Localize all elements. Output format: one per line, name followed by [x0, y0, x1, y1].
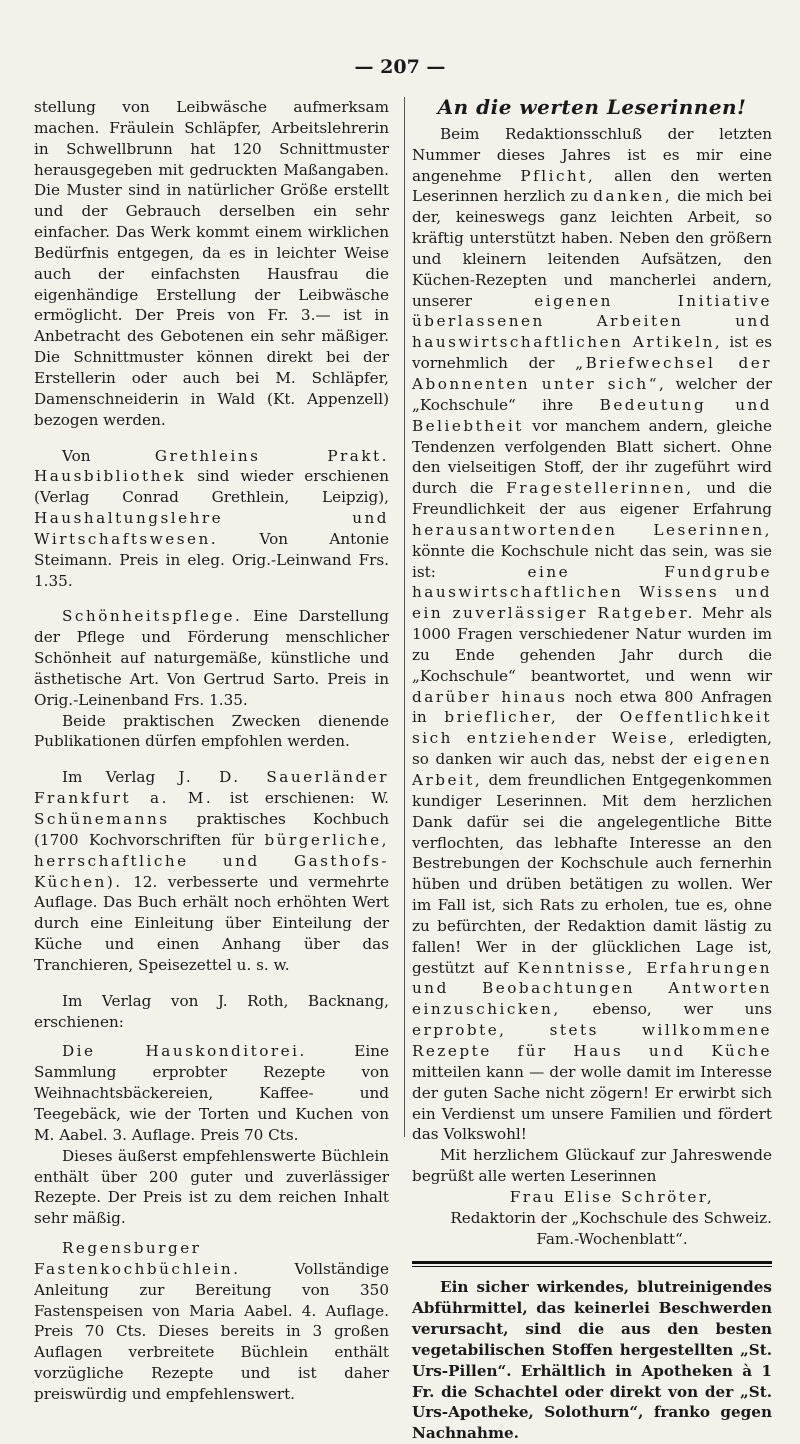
column-divider [404, 97, 405, 1137]
fastenkochbuechlein-title: Regensburger Fastenkochbüchlein. [34, 1239, 241, 1278]
schuenemann-name: Schünemanns [34, 810, 170, 828]
schoenheitspflege-paragraph: Schönheitspflege. Eine Darstellung der Pflege und Förderung menschlicher Schönheit auf naturgemäße, künstliche und ästhetische Art. Von Gertrud Sarto. Preis in Orig.-Leinenband Frs. 1.35. [34, 607, 389, 709]
signature-paper: Fam.-Wochenblatt“. [536, 1229, 688, 1248]
grethlein-paragraph: Von Grethleins Prakt. Hausbibliothek sind wieder erschienen (Verlag Conrad Grethlein, Leipzig), Haushaltungslehre und Wirtschaftswesen. Von Antonie Steimann. Preis in eleg. Orig.-Leinwand Frs. 1.35. [34, 446, 390, 590]
signature-name: Frau Elise Schröter, [509, 1187, 715, 1206]
right-column [412, 97, 772, 1444]
st-urs-pillen-advert: Ein sicher wirkendes, blutreinigendes Abführmittel, das keinerlei Beschwerden verursacht, sind die aus den besten vegetabilischen Stoffen hergestellten „St. Urs-Pillen“. Erhältlich in Apotheken à 1 Fr. die Schachtel oder direkt von der „St. Urs-Apotheke, Solothurn“, franko gegen Nachnahme. [412, 1278, 772, 1443]
article-body: Beim Redaktionsschluß der letzten Nummer dieses Jahres ist es mir eine angenehme Pflicht, allen den werten Leserinnen herzlich zu danken, die mich bei der, keineswegs ganz leichten Arbeit, so kräftig unterstützt haben. Neben den größern und kleinern leitenden Aufsätzen, den Küchen-Rezepten und mancherlei andern, unserer eigenen Initiative überlassenen Arbeiten und hauswirtschaftlichen Artikeln, ist es vornehmlich der „Briefwechsel der Abonnenten unter sich“, welcher der „Kochschule“ ihre Bedeutung und Beliebtheit vor manchem andern, gleiche Tendenzen verfolgenden Blatt sichert. Ohne den vielseitigen Stoff, der ihr zugeführt wird durch die Fragestellerinnen, und die Freundlichkeit der aus eigener Erfahrung herausantwortenden Leserinnen, könnte die Kochschule nicht das sein, was sie ist: eine Fundgrube hauswirtschaftlichen Wissens und ein zuverlässiger Ratgeber. Mehr als 1000 Fragen verschiedener Natur wurden im zu Ende gehenden Jahr durch die „Kochschule“ beantwortet, und wenn wir darüber hinaus noch etwa 800 Anfragen in brieflicher, der Oeffentlichkeit sich entziehender Weise, erledigten, so danken wir auch das, nebst der eigenen Arbeit, dem freundlichen Entgegenkommen kundiger Leserinnen. Mit dem herzlichen Dank dafür sei die angelegentliche Bitte verflochten, das lebhafte Interesse an den Bestrebungen der Kochschule auch fernerhin hüben und drüben betätigen zu wollen. Wer im Fall ist, sich Rats zu erholen, tue es, ohne zu befürchten, der Redaktion damit lästig zu fallen! Wer in der glücklichen Lage ist, gestützt auf Kenntnisse, Erfahrungen und Beobachtungen Antworten einzuschicken, ebenso, wer uns erprobte, stets willkommene Rezepte für Haus und Küche mitteilen kann — der wolle damit im Interesse der guten Sache nicht zögern! Er erwirbt sich ein Verdienst um unsere Familien und fördert das Volkswohl! [412, 124, 773, 1144]
buechlein-paragraph: Dieses äußerst empfehlenswerte Büchlein enthält über 200 guter und zuverlässiger Rezepte. Der Preis ist zu dem reichen Inhalt sehr mäßig. [34, 1146, 389, 1228]
signature-title: Redaktorin der „Kochschule des Schweiz. [450, 1208, 772, 1227]
recommendation-paragraph: Beide praktischen Zwecken dienende Publikationen dürfen empfohlen werden. [34, 711, 389, 751]
kochbuch-subtitle: bürgerliche, herrschaftliche und Gasthofs-Küchen). [34, 830, 389, 891]
article-heading: An die werten Leserinnen! [437, 95, 747, 119]
sauerlaender-paragraph: Im Verlag J. D. Sauerländer Frankfurt a. M. ist erschienen: W. Schünemanns praktisches Kochbuch (1700 Kochvorschriften für bürgerliche, herrschaftliche und Gasthofs-Küchen). 12. verbesserte und vermehrte Auflage. Das Buch erhält noch erhöhten Wert durch eine Einleitung über Einteilung der Küche und einen Anhang über das Tranchieren, Speisezettel u. s. w. [34, 768, 390, 974]
ad-rule-thick [412, 1261, 772, 1264]
sauerlaender-publisher: J. D. Sauerländer Frankfurt a. M. [34, 768, 390, 808]
left-column [34, 97, 389, 1405]
schnittmuster-paragraph: stellung von Leibwäsche aufmerksam machen. Fräulein Schläpfer, Arbeitslehrerin in Schwellbrunn hat 120 Schnittmuster herausgegeben mit gedruckten Maßangaben. Die Muster sind in natürlicher Größe erstellt und der Gebrauch derselben ein sehr einfacher. Das Werk kommt einem wirklichen Bedürfnis entgegen, da es in leichter Weise auch der einfachsten Hausfrau die eigenhändige Erstellung der Leibwäsche ermöglicht. Der Preis von Fr. 3.— ist in Anbetracht des Gebotenen ein sehr mäßiger. Die Schnittmuster können direkt bei der Erstellerin oder auch bei M. Schläpfer, Damenschneiderin in Wald (Kt. Appenzell) bezogen werden. [34, 98, 389, 429]
ad-rule-thin [412, 1266, 772, 1267]
roth-paragraph: Im Verlag von J. Roth, Backnang, erschienen: [34, 991, 389, 1031]
hauskonditorei-paragraph: Die Hauskonditorei. Eine Sammlung erprobter Rezepte von Weihnachtsbäckereien, Kaffee- und Teegebäck, wie der Torten und Kuchen von M. Aabel. 3. Auflage. Preis 70 Cts. [34, 1042, 389, 1144]
fastenkochbuechlein-paragraph: Regensburger Fastenkochbüchlein. Vollständige Anleitung zur Bereitung von 350 Fastenspeisen von Maria Aabel. 4. Auflage. Preis 70 Cts. Dieses bereits in 3 großen Auflagen verbreitete Büchlein enthält vorzügliche Rezepte und ist daher preiswürdig und empfehlenswert. [34, 1239, 389, 1403]
haushaltungslehre-title: Haushaltungslehre und Wirtschaftswesen. [34, 509, 389, 548]
page-number: — 207 — [354, 56, 446, 78]
hauskonditorei-title: Die Hauskonditorei. [62, 1042, 307, 1061]
schoenheitspflege-title: Schönheitspflege. [62, 607, 243, 626]
grethlein-title: Grethleins Prakt. Hausbibliothek [34, 446, 389, 486]
closing-greeting: Mit herzlichem Glückauf zur Jahreswende begrüßt alle werten Leserinnen [412, 1146, 772, 1186]
